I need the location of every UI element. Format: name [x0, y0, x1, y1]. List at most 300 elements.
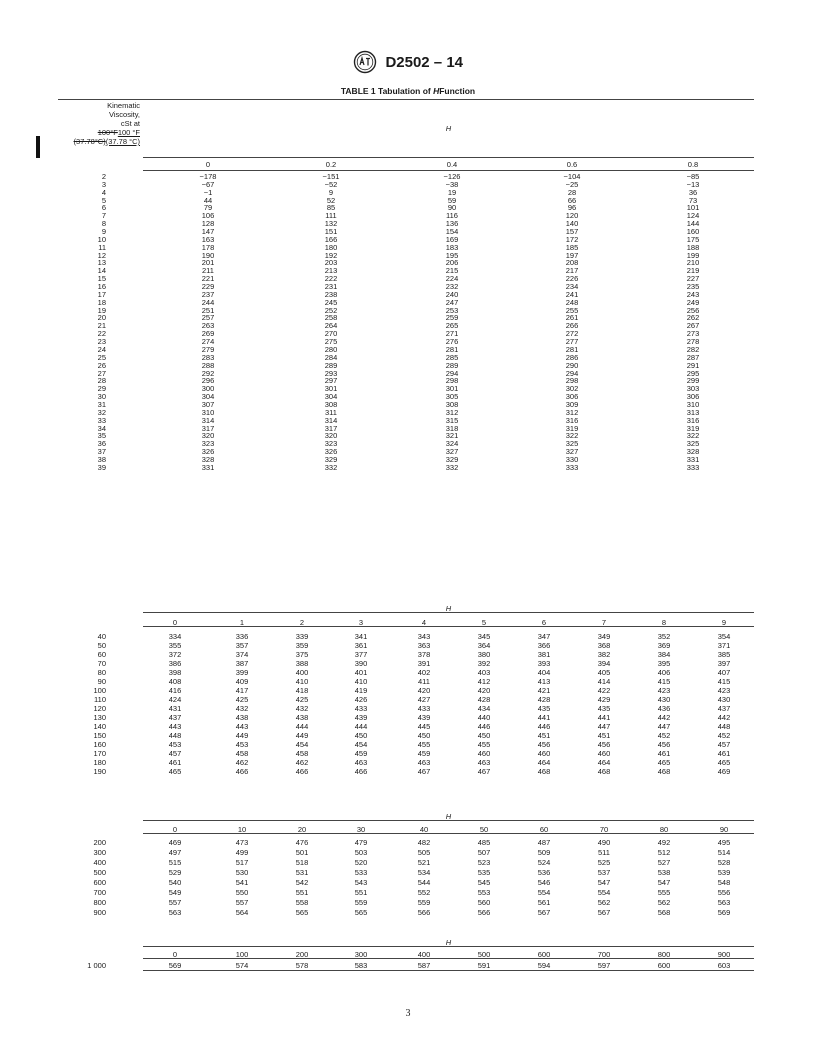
table-cell: 349: [597, 632, 611, 641]
table-cell: 566: [477, 908, 491, 917]
table-cell: 319: [565, 423, 579, 433]
table-cell: 420: [477, 686, 491, 695]
table-cell: 299: [686, 376, 700, 386]
table-cell: 241: [565, 289, 579, 299]
table-cell: 536: [537, 868, 551, 877]
table-cell: 231: [324, 282, 338, 292]
table-cell: 534: [417, 868, 431, 877]
table-cell: 240: [445, 289, 459, 299]
table-cell: 433: [354, 704, 368, 713]
table-cell: 409: [235, 677, 249, 686]
table-cell: 524: [537, 858, 551, 867]
h-heading-rule: [143, 157, 754, 158]
table-cell: 283: [201, 352, 215, 362]
table-cell: 352: [657, 632, 671, 641]
table-cell: 294: [565, 368, 579, 378]
table-cell: 336: [235, 632, 249, 641]
table-cell: 517: [235, 858, 249, 867]
table-cell: 169: [445, 234, 459, 244]
table-cell: 307: [201, 399, 215, 409]
column-header: 0.2: [325, 160, 337, 169]
table-cell: 369: [657, 641, 671, 650]
table-cell: 331: [686, 454, 700, 464]
table-cell: 96: [567, 203, 577, 213]
table-cell: 423: [717, 686, 731, 695]
table-cell: 555: [657, 888, 671, 897]
table-title: TABLE 1 Tabulation of HFunction: [340, 86, 476, 96]
table-cell: 546: [537, 878, 551, 887]
table-cell: 172: [565, 234, 579, 244]
table-cell: 556: [717, 888, 731, 897]
table-cell: 438: [295, 713, 309, 722]
table-cell: 331: [201, 462, 215, 472]
table-cell: 334: [168, 632, 182, 641]
table-cell: 523: [477, 858, 491, 867]
column-header: 9: [721, 618, 727, 627]
table-cell: 562: [597, 898, 611, 907]
table-cell: 420: [417, 686, 431, 695]
column-header: 300: [354, 950, 368, 959]
table-cell: 298: [445, 376, 459, 386]
table-cell: 213: [324, 266, 338, 276]
column-header: 70: [599, 825, 609, 834]
table-cell: 446: [477, 722, 491, 731]
table-cell: 297: [324, 376, 338, 386]
table-cell: 277: [565, 337, 579, 347]
table-cell: 427: [417, 695, 431, 704]
table-cell: 210: [686, 258, 700, 268]
viscosity-stub: 3: [101, 179, 106, 189]
table-cell: 85: [326, 203, 336, 213]
h-column-label: H: [445, 604, 452, 613]
table-cell: 270: [324, 329, 338, 339]
table-cell: 390: [354, 659, 368, 668]
viscosity-stub: 100: [93, 686, 106, 695]
table-cell: 561: [537, 898, 551, 907]
column-header: 60: [539, 825, 549, 834]
table-cell: 436: [657, 704, 671, 713]
table-cell: 316: [565, 415, 579, 425]
viscosity-stub: 300: [93, 848, 106, 857]
table-cell: 312: [445, 407, 459, 417]
table-cell: 322: [565, 431, 579, 441]
table-cell: 490: [597, 838, 611, 847]
table-cell: 345: [477, 632, 491, 641]
table-cell: 323: [324, 439, 338, 449]
table-cell: 314: [324, 415, 338, 425]
table-cell: 66: [567, 195, 577, 205]
table-cell: 503: [354, 848, 368, 857]
table-cell: 120: [565, 211, 579, 221]
column-header: 100: [235, 950, 249, 959]
table-cell: 251: [201, 305, 215, 315]
table-cell: 256: [686, 305, 700, 315]
table-cell: 444: [354, 722, 368, 731]
table-cell: 441: [597, 713, 611, 722]
table-cell: 305: [445, 392, 459, 402]
block-separator-rule: [143, 820, 754, 821]
column-header: 7: [601, 618, 607, 627]
table-cell: 551: [354, 888, 368, 897]
viscosity-stub: 5: [101, 195, 106, 205]
viscosity-stub: 15: [97, 274, 106, 284]
viscosity-stub: 700: [93, 888, 106, 897]
table-cell: 378: [417, 650, 431, 659]
block-separator-rule: [143, 946, 754, 947]
table-cell: 421: [537, 686, 551, 695]
table-cell: 597: [597, 961, 611, 970]
table-cell: 302: [565, 384, 579, 394]
viscosity-stub: 1 000: [87, 961, 106, 970]
table-cell: 548: [717, 878, 731, 887]
table-cell: 461: [168, 758, 182, 767]
table-cell: 312: [565, 407, 579, 417]
table-cell: 418: [295, 686, 309, 695]
table-cell: 234: [565, 282, 579, 292]
viscosity-stub: 11: [98, 242, 106, 252]
table-cell: 291: [686, 360, 700, 370]
table-cell: 211: [202, 266, 214, 276]
table-cell: 332: [445, 462, 459, 472]
table-cell: 428: [537, 695, 551, 704]
table-cell: 425: [235, 695, 249, 704]
table-cell: 290: [565, 360, 579, 370]
table-cell: 273: [686, 329, 700, 339]
viscosity-stub: 40: [97, 632, 106, 641]
table-cell: 388: [295, 659, 309, 668]
viscosity-stub: 35: [97, 431, 106, 441]
page-number: 3: [405, 1008, 411, 1019]
column-header: 0.4: [446, 160, 458, 169]
viscosity-stub: 24: [97, 344, 106, 354]
table-cell: 542: [295, 878, 309, 887]
table-cell: 401: [354, 668, 368, 677]
viscosity-stub: 60: [97, 650, 106, 659]
table-cell: 569: [717, 908, 731, 917]
table-cell: 559: [354, 898, 368, 907]
table-bottom-rule: [143, 970, 754, 971]
table-cell: 301: [445, 384, 459, 394]
table-cell: −52: [324, 179, 338, 189]
table-cell: 559: [417, 898, 431, 907]
table-cell: 414: [597, 677, 611, 686]
table-cell: 151: [324, 227, 338, 237]
table-cell: 111: [325, 211, 337, 221]
table-cell: 435: [537, 704, 551, 713]
table-cell: 306: [686, 392, 700, 402]
table-cell: 452: [657, 731, 671, 740]
table-cell: 415: [717, 677, 731, 686]
table-cell: 195: [445, 250, 459, 260]
table-cell: 9: [328, 187, 334, 197]
table-cell: 466: [354, 767, 368, 776]
table-cell: 201: [201, 258, 215, 268]
table-cell: 317: [201, 423, 215, 433]
table-cell: 203: [324, 258, 338, 268]
table-cell: −67: [201, 179, 215, 189]
table-cell: 313: [686, 407, 700, 417]
table-cell: 314: [201, 415, 215, 425]
table-cell: 445: [417, 722, 431, 731]
column-header: 0: [172, 825, 178, 834]
table-cell: 317: [324, 423, 338, 433]
table-cell: 566: [417, 908, 431, 917]
table-cell: 454: [295, 740, 309, 749]
table-cell: 453: [235, 740, 249, 749]
table-cell: 465: [717, 758, 731, 767]
table-cell: 442: [657, 713, 671, 722]
table-cell: 185: [565, 242, 579, 252]
table-cell: 224: [445, 274, 459, 284]
table-cell: 366: [537, 641, 551, 650]
viscosity-stub: 32: [97, 407, 106, 417]
table-cell: 411: [418, 677, 430, 686]
table-cell: 329: [324, 454, 338, 464]
table-cell: 435: [597, 704, 611, 713]
table-cell: 527: [657, 858, 671, 867]
table-cell: 442: [717, 713, 731, 722]
table-cell: 301: [324, 384, 338, 394]
viscosity-stub: 12: [97, 250, 106, 260]
table-cell: 515: [168, 858, 182, 867]
viscosity-stub: 500: [93, 868, 106, 877]
table-cell: 237: [201, 289, 215, 299]
table-cell: 339: [295, 632, 309, 641]
stub-heading: Kinematic Viscosity, cSt at 100°F100 °F (37.78°C)(37.78 °C): [73, 101, 140, 146]
viscosity-stub: 200: [93, 838, 106, 847]
viscosity-stub: 19: [97, 305, 106, 315]
table-cell: 461: [657, 749, 671, 758]
table-cell: 424: [168, 695, 182, 704]
column-header: 2: [299, 618, 305, 627]
table-cell: 295: [686, 368, 700, 378]
viscosity-stub: 800: [93, 898, 106, 907]
table-cell: 206: [445, 258, 459, 268]
table-cell: 320: [201, 431, 215, 441]
viscosity-stub: 600: [93, 878, 106, 887]
table-cell: 147: [201, 227, 215, 237]
table-cell: 265: [445, 321, 459, 331]
viscosity-stub: 170: [93, 749, 106, 758]
table-cell: 325: [686, 439, 700, 449]
table-cell: 368: [597, 641, 611, 650]
table-cell: 540: [168, 878, 182, 887]
table-cell: 311: [325, 407, 337, 417]
table-cell: 294: [445, 368, 459, 378]
table-cell: 372: [168, 650, 182, 659]
table-cell: 563: [168, 908, 182, 917]
table-cell: 318: [445, 423, 459, 433]
table-cell: 394: [597, 659, 611, 668]
table-cell: 325: [565, 439, 579, 449]
table-cell: 434: [477, 704, 491, 713]
table-cell: 286: [565, 352, 579, 362]
table-cell: 518: [295, 858, 309, 867]
viscosity-stub: 14: [97, 266, 106, 276]
table-cell: −126: [443, 172, 461, 181]
table-cell: 578: [295, 961, 309, 970]
viscosity-stub: 21: [97, 321, 106, 331]
viscosity-stub: 80: [97, 668, 106, 677]
column-header: 0: [205, 160, 211, 169]
table-cell: 374: [235, 650, 249, 659]
table-cell: 591: [477, 961, 491, 970]
table-cell: −38: [445, 179, 459, 189]
table-cell: 308: [324, 399, 338, 409]
viscosity-stub: 50: [97, 641, 106, 650]
table-cell: 568: [657, 908, 671, 917]
table-cell: 512: [657, 848, 671, 857]
table-cell: 160: [686, 227, 700, 237]
inserted-temperature-c: (37.78 °C): [105, 137, 140, 146]
table-cell: 547: [657, 878, 671, 887]
deleted-temperature-f: 100°F: [97, 128, 118, 137]
table-cell: 554: [537, 888, 551, 897]
column-header: 5: [481, 618, 487, 627]
table-cell: 567: [537, 908, 551, 917]
viscosity-stub: 20: [97, 313, 106, 323]
table-cell: 443: [235, 722, 249, 731]
table-cell: 485: [477, 838, 491, 847]
table-cell: 437: [717, 704, 731, 713]
column-header: 80: [659, 825, 669, 834]
table-cell: 552: [417, 888, 431, 897]
table-cell: 569: [168, 961, 182, 970]
table-cell: 257: [201, 313, 215, 323]
table-cell: 124: [686, 211, 700, 221]
column-header: 600: [537, 950, 551, 959]
column-header: 0.8: [687, 160, 699, 169]
table-cell: 455: [477, 740, 491, 749]
table-cell: 399: [235, 668, 249, 677]
column-header: 700: [597, 950, 611, 959]
astm-logo-icon: [353, 50, 377, 74]
table-cell: 354: [717, 632, 731, 641]
table-cell: 208: [565, 258, 579, 268]
viscosity-stub: 140: [93, 722, 106, 731]
viscosity-stub: 130: [93, 713, 106, 722]
table-cell: 244: [201, 297, 215, 307]
table-cell: 594: [537, 961, 551, 970]
table-cell: 106: [201, 211, 215, 221]
table-cell: 587: [417, 961, 431, 970]
table-cell: 550: [235, 888, 249, 897]
h-column-label: H: [445, 812, 452, 821]
h-column-label: H: [445, 938, 452, 947]
table-cell: 460: [537, 749, 551, 758]
table-cell: 300: [201, 384, 215, 394]
table-cell: 406: [657, 668, 671, 677]
table-cell: 79: [203, 203, 213, 213]
table-cell: 289: [445, 360, 459, 370]
table-cell: 462: [235, 758, 249, 767]
table-cell: 221: [201, 274, 215, 284]
table-cell: 249: [686, 297, 700, 307]
table-cell: −104: [563, 172, 581, 181]
table-cell: 73: [688, 195, 698, 205]
table-cell: 473: [235, 838, 249, 847]
table-cell: 407: [717, 668, 731, 677]
table-cell: 183: [445, 242, 459, 252]
table-cell: 199: [686, 250, 700, 260]
table-cell: 464: [537, 758, 551, 767]
table-cell: 261: [565, 313, 579, 323]
table-cell: 543: [354, 878, 368, 887]
table-cell: 432: [295, 704, 309, 713]
table-cell: 557: [235, 898, 249, 907]
table-cell: 326: [201, 447, 215, 457]
table-cell: −85: [686, 172, 700, 181]
table-cell: 258: [324, 313, 338, 323]
table-cell: 451: [537, 731, 551, 740]
table-cell: 255: [565, 305, 579, 315]
viscosity-stub: 34: [97, 423, 106, 433]
table-cell: 574: [235, 961, 249, 970]
table-cell: 377: [354, 650, 368, 659]
table-cell: 395: [657, 659, 671, 668]
table-cell: 322: [686, 431, 700, 441]
table-cell: 455: [417, 740, 431, 749]
table-cell: 280: [324, 344, 338, 354]
table-cell: 441: [537, 713, 551, 722]
table-cell: 398: [168, 668, 182, 677]
table-cell: 530: [235, 868, 249, 877]
table-cell: 600: [657, 961, 671, 970]
table-cell: 380: [477, 650, 491, 659]
table-cell: 410: [295, 677, 309, 686]
viscosity-stub: 28: [97, 376, 106, 386]
table-cell: 321: [445, 431, 459, 441]
table-cell: 439: [417, 713, 431, 722]
table-cell: 136: [445, 219, 459, 229]
table-cell: 528: [717, 858, 731, 867]
table-cell: −1: [203, 187, 213, 197]
table-cell: 386: [168, 659, 182, 668]
column-header: 800: [657, 950, 671, 959]
column-header: 6: [541, 618, 547, 627]
table-cell: 419: [354, 686, 368, 695]
table-cell: 235: [686, 282, 700, 292]
table-cell: 603: [717, 961, 731, 970]
h-column-label: H: [445, 124, 452, 133]
table-cell: 560: [477, 898, 491, 907]
table-cell: 292: [201, 368, 215, 378]
table-cell: 466: [295, 767, 309, 776]
table-cell: 381: [537, 650, 551, 659]
table-cell: 463: [417, 758, 431, 767]
table-cell: 272: [565, 329, 579, 339]
table-cell: 438: [235, 713, 249, 722]
table-cell: 457: [717, 740, 731, 749]
viscosity-stub: 13: [97, 258, 106, 268]
table-cell: 468: [657, 767, 671, 776]
table-cell: 361: [354, 641, 368, 650]
table-cell: 499: [235, 848, 249, 857]
table-cell: 296: [201, 376, 215, 386]
table-cell: 448: [168, 731, 182, 740]
table-cell: 278: [686, 337, 700, 347]
table-cell: 482: [417, 838, 431, 847]
table-cell: 343: [417, 632, 431, 641]
table-cell: 364: [477, 641, 491, 650]
revision-change-bar: [36, 136, 40, 158]
viscosity-stub: 4: [101, 187, 106, 197]
table-cell: 359: [295, 641, 309, 650]
table-cell: 443: [168, 722, 182, 731]
table-cell: 101: [686, 203, 700, 213]
table-cell: 446: [537, 722, 551, 731]
table-cell: 422: [597, 686, 611, 695]
